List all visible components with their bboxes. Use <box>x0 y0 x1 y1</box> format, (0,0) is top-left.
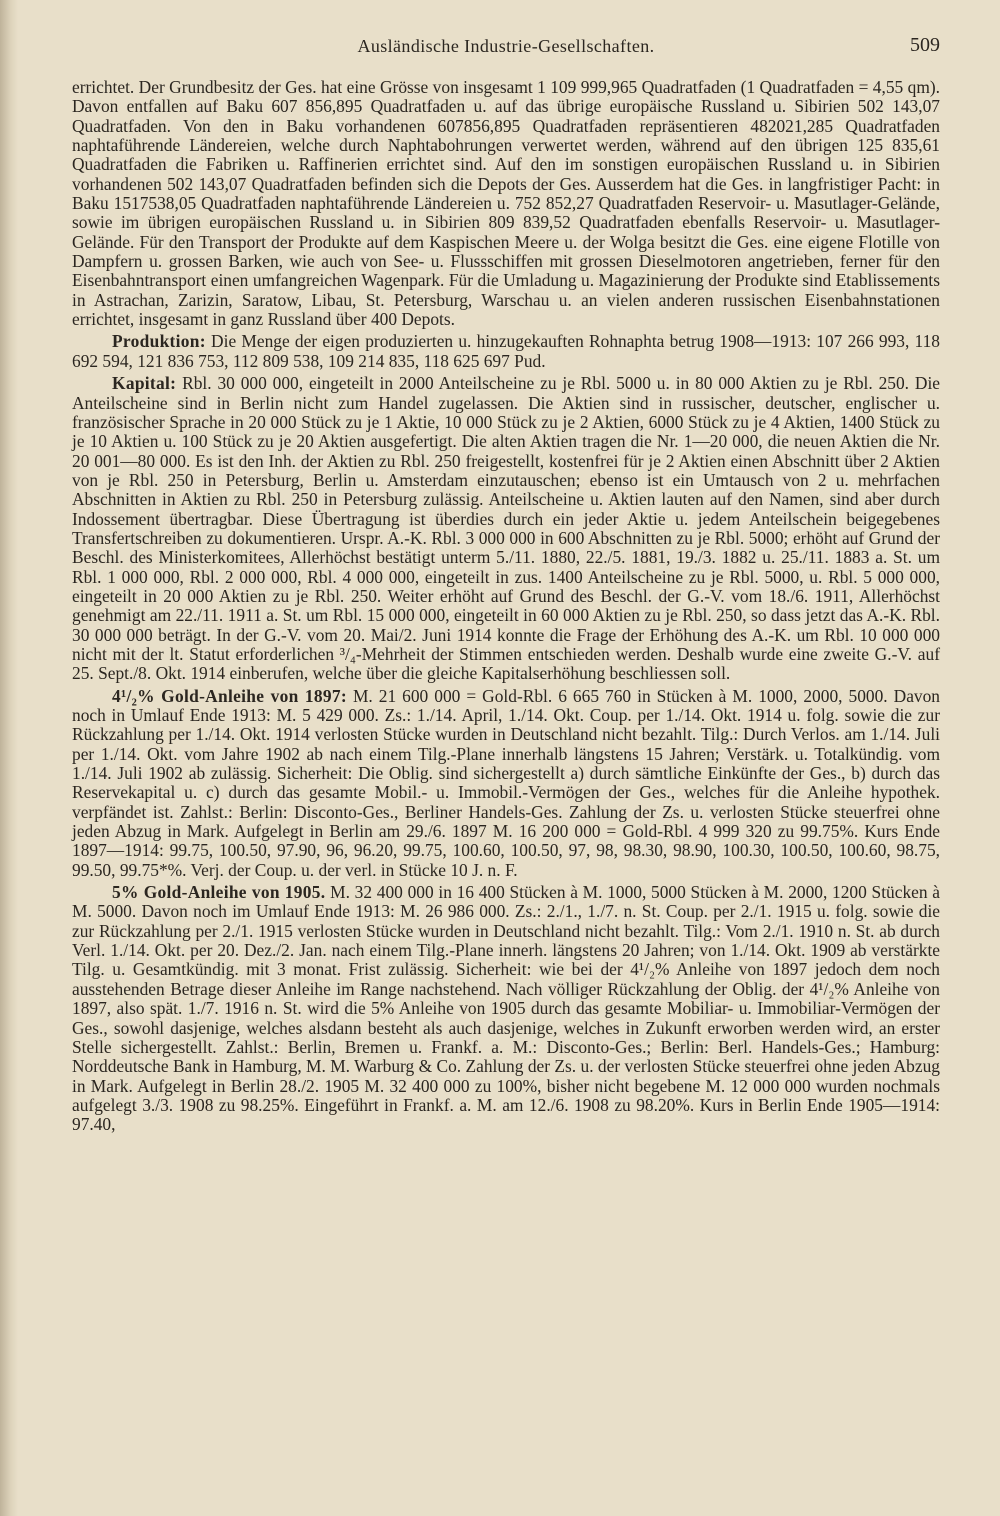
paragraph-anleihe-1897 <box>72 687 940 880</box>
paragraph-text: Rbl. 30 000 000, eingeteilt in 2000 Anteilscheine zu je Rbl. 5000 u. in 80 000 Aktien zu je Rbl. 250. Die Anteilscheine sind in Berlin nicht zum Handel zugelassen. Die Aktien sind in russischer, deutscher, englischer u. französischer Sprache in 20 000 Stück zu je 1 Aktie, 10 000 Stück zu je 2 Aktien, 6000 Stück zu je 4 Aktien, 1400 Stück zu je 10 Aktien u. 100 Stück zu je 20 Aktien ausgefertigt. Die alten Aktien tragen die Nr. 1—20 000, die neuen Aktien die Nr. 20 001—80 000. Es ist den Inh. der Aktien zu Rbl. 250 freigestellt, kostenfrei für je 2 Aktien einen Abschnitt über 2 Aktien von je Rbl. 250 in Petersburg, Berlin u. Amsterdam einzutauschen; ebenso ist ein Umtausch von 2 u. mehrfachen Abschnitten in Aktien zu Rbl. 250 in Petersburg zulässig. Anteilscheine u. Aktien lauten auf den Namen, sind aber durch Indossement übertragbar. Diese Übertragung ist überdies durch ein jeder Aktie u. jedem Anteilschein beigegebenes Transfertschreiben zu dokumentieren. Urspr. A.-K. Rbl. 3 000 000 in 600 Abschnitten zu je Rbl. 5000; erhöht auf Grund der Beschl. des Ministerkomitees, Allerhöchst bestätigt unterm 5./11. 1880, 22./5. 1881, 19./3. 1882 u. 25./11. 1883 a. St. um Rbl. 1 000 000, Rbl. 2 000 000, Rbl. 4 000 000, eingeteilt in zus. 1400 Anteilscheine zu je Rbl. 5000, u. Rbl. 5 000 000, eingeteilt in 20 000 Aktien zu je Rbl. 250. Weiter erhöht auf Grund des Beschl. der G.-V. vom 18./6. 1911, Allerhöchst genehmigt am 22./11. 1911 a. St. um Rbl. 15 000 000, eingeteilt in 60 000 Aktien zu je Rbl. 250, so dass jetzt das A.-K. Rbl. 30 000 000 beträgt. In der G.-V. vom 20. Mai/2. Juni 1914 konnte die Frage der Erhöhung des A.-K. um Rbl. 10 000 000 nicht mit der lt. Statut erforderlichen ³/₄-Mehrheit der Stimmen entschieden werden. Deshalb wurde eine zweite G.-V. auf 25. Sept./8. Okt. 1914 einberufen, welche über die gleiche Kapitalserhöhung beschliessen soll. <box>72 373 940 684</box>
body-text <box>72 78 940 1135</box>
page-binding-edge <box>0 0 18 1516</box>
running-title: Ausländische Industrie-Gesellschaften. <box>357 36 655 56</box>
paragraph-text: errichtet. Der Grundbesitz der Ges. hat eine Grösse von insgesamt 1 109 999,965 Quadratfaden (1 Quadratfaden = 4,55 qm). Davon entfallen auf Baku 607 856,895 Quadratfaden u. auf das übrige europäische Russland u. Sibirien 502 143,07 Quadratfaden. Von den in Baku vorhandenen 607856,895 Quadratfaden repräsentieren 482021,285 Quadratfaden naphtaführende Ländereien, welche durch Naphtabohrungen verwertet werden, während auf den übrigen 125 835,61 Quadratfaden die Fabriken u. Raffinerien errichtet sind. Auf den im sonstigen europäischen Russland u. in Sibirien vorhandenen 502 143,07 Quadratfaden befinden sich die Depots der Ges. Ausserdem hat die Ges. in langfristiger Pacht: in Baku 1517538,05 Quadratfaden naphtaführende Ländereien u. 752 852,27 Quadratfaden Reservoir- u. Masutlager-Gelände, sowie im übrigen europäischen Russland u. in Sibirien 809 839,52 Quadratfaden ebenfalls Reservoir- u. Masutlager-Gelände. Für den Transport der Produkte auf dem Kaspischen Meere u. der Wolga besitzt die Ges. eine eigene Flotille von Dampfern u. grossen Barken, wie auch von See- u. Flussschiffen mit grossen Dieselmotoren angetrieben, ferner für den Eisenbahntransport einen umfangreichen Wagenpark. Für die Umladung u. Magazinierung der Produkte sind Etablissements in Astrachan, Zarizin, Saratow, Libau, St. Petersburg, Warschau u. an vielen anderen russischen Eisenbahnstationen errichtet, insgesamt in ganz Russland über 400 Depots. <box>72 77 940 330</box>
paragraph-text: M. 32 400 000 in 16 400 Stücken à M. 1000, 5000 Stücken à M. 2000, 1200 Stücken à M. 5000. Davon noch im Umlauf Ende 1913: M. 26 986 000. Zs.: 2./1., 1./7. n. St. Coup. per 2./1. 1915 u. folg. sowie die zur Rückzahlung per 2./1. 1915 verlosten Stücke wurden in Deutschland nicht bezahlt. Tilg.: Vom 2./1. 1910 n. St. ab durch Verl. 1./14. Okt. per 20. Dez./2. Jan. nach einem Tilg.-Plane innerh. längstens 20 Jahren; von 1./14. Okt. 1909 ab verstärkte Tilg. u. Gesamtkündig. mit 3 monat. Frist zulässig. Sicherheit: wie bei der 4¹/₂% Anleihe von 1897 jedoch dem noch ausstehenden Betrage dieser Anleihe im Range nachstehend. Nach völliger Rückzahlung der Oblig. der 4¹/₂% Anleihe von 1897, also spät. 1./7. 1916 n. St. wird die 5% Anleihe von 1905 durch das gesamte Mobiliar- u. Immobiliar-Vermögen der Ges., sowohl dasjenige, welches alsdann besteht als auch dasjenige, welches in Zukunft erworben werden wird, an erster Stelle sichergestellt. Zahlst.: Berlin, Bremen u. Frankf. a. M.: Disconto-Ges.; Berlin: Berl. Handels-Ges.; Hamburg: Norddeutsche Bank in Hamburg, M. M. Warburg & Co. Zahlung der Zs. u. der verlosten Stücke steuerfrei ohne jeden Abzug in Mark. Aufgelegt in Berlin 28./2. 1905 M. 32 400 000 zu 100%, bisher nicht begebene M. 12 000 000 wurden nochmals aufgelegt 3./3. 1908 zu 98.25%. Eingeführt in Frankf. a. M. am 12./6. 1908 zu 98.20%. Kurs in Berlin Ende 1905—1914: 97.40, <box>72 882 940 1135</box>
paragraph-kapital <box>72 374 940 684</box>
paragraph-anleihe-1905 <box>72 883 940 1134</box>
paragraph-produktion <box>72 332 940 371</box>
paragraph-text: Die Menge der eigen produzierten u. hinzugekauften Rohnaphta betrug 1908—1913: 107 266 993, 118 692 594, 121 836 753, 112 809 538, 109 214 835, 118 625 697 Pud. <box>72 331 940 371</box>
paragraph-lead: 4¹/₂% Gold-Anleihe von 1897: <box>112 685 347 706</box>
paragraph-grundbesitz <box>72 78 940 329</box>
paragraph-lead: Produktion: <box>112 331 206 352</box>
running-header <box>72 34 940 64</box>
document-page <box>72 34 940 1138</box>
paragraph-lead: 5% Gold-Anleihe von 1905. <box>112 882 326 903</box>
page-number: 509 <box>910 34 940 56</box>
paragraph-lead: Kapital: <box>112 373 177 394</box>
paragraph-text: M. 21 600 000 = Gold-Rbl. 6 665 760 in Stücken à M. 1000, 2000, 5000. Davon noch in Umlauf Ende 1913: M. 5 429 000. Zs.: 1./14. April, 1./14. Okt. Coup. per 1./14. Okt. 1914 u. folg. sowie die zur Rückzahlung per 1./14. Okt. 1914 verlosten Stücke wurden in Deutschland nicht bezahlt. Tilg.: Durch Verlos. am 1./14. Juli per 1./14. Okt. vom Jahre 1902 ab nach einem Tilg.-Plane innerhalb längstens 15 Jahren; Verstärk. u. Totalkündig. vom 1./14. Juli 1902 ab zulässig. Sicherheit: Die Oblig. sind sichergestellt a) durch sämtliche Einkünfte der Ges., b) durch das Reservekapital u. c) durch das gesamte Mobil.- u. Immobil.-Vermögen der Ges., welches für die Anleihe hypothek. verpfändet ist. Zahlst.: Berlin: Disconto-Ges., Berliner Handels-Ges. Zahlung der Zs. u. verlosten Stücke steuerfrei ohne jeden Abzug in Mark. Aufgelegt in Berlin am 29./6. 1897 M. 16 200 000 = Gold-Rbl. 4 999 320 zu 99.75%. Kurs Ende 1897—1914: 99.75, 100.50, 97.90, 96, 96.20, 99.75, 100.60, 100.50, 97, 98, 98.30, 98.90, 100.30, 100.50, 100.60, 98.75, 99.50, 99.75*%. Verj. der Coup. u. der verl. in Stücke 10 J. n. F. <box>72 685 940 880</box>
